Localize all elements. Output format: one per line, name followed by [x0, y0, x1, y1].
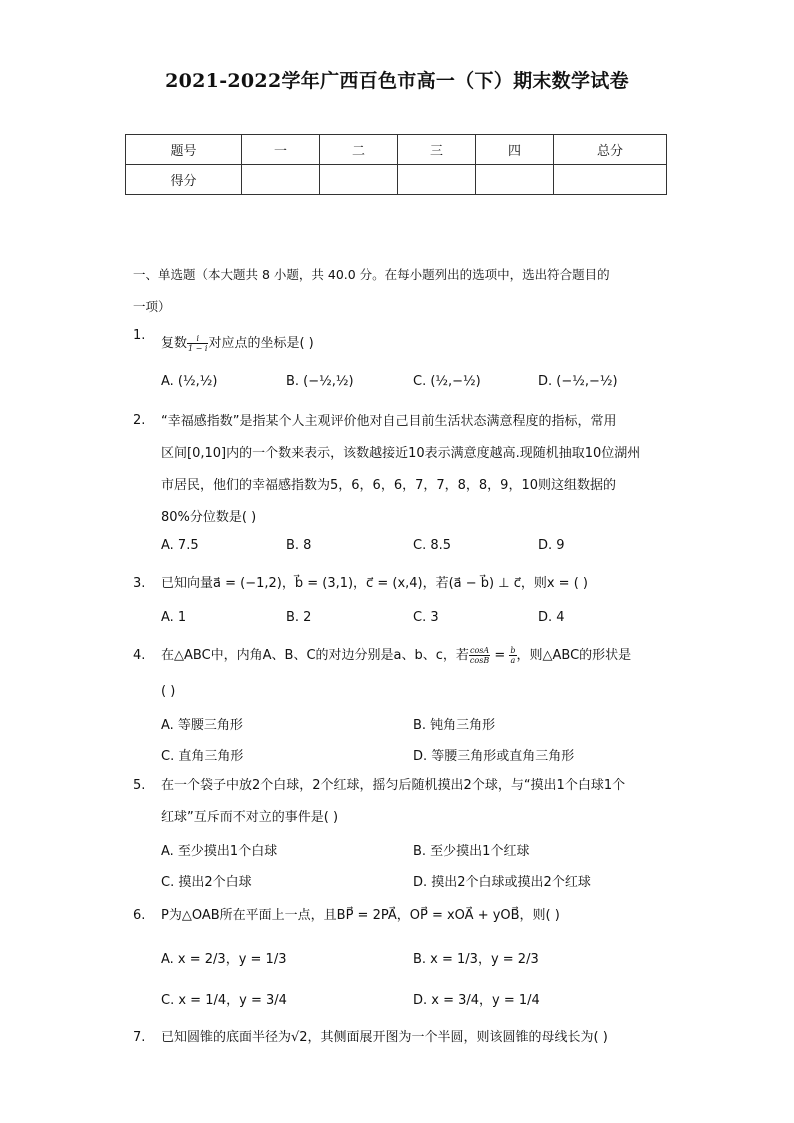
option-a: A. 1: [161, 610, 187, 625]
stem-line: ( ): [161, 684, 176, 699]
question-number: 4.: [133, 648, 146, 663]
options: [161, 374, 671, 394]
option-c: C. 直角三角形: [161, 749, 244, 764]
section-heading-line1: 一、单选题（本大题共 8 小题，共 40.0 分。在每小题列出的选项中，选出符合题目的: [133, 267, 610, 282]
options: [161, 745, 671, 765]
exam-title: 2021-2022学年广西百色市高一（下）期末数学试卷: [165, 70, 629, 92]
score-cell: [476, 165, 554, 195]
option-b: B. x = 1/3，y = 2/3: [413, 952, 539, 967]
question-stem: [161, 406, 671, 534]
stem-text: 复数: [161, 336, 188, 351]
question-number: 7.: [133, 1030, 146, 1045]
option-a: A. 等腰三角形: [161, 718, 243, 733]
question-number: 5.: [133, 778, 146, 793]
header-cell-4: 四: [476, 135, 554, 165]
stem-text: ，则△ABC的形状是: [516, 648, 632, 663]
fraction: [509, 646, 516, 665]
option-d: D. 摸出2个白球或摸出2个红球: [413, 875, 591, 890]
question-number: 6.: [133, 908, 146, 923]
option-b: B. 钝角三角形: [413, 718, 496, 733]
fraction: [187, 334, 208, 353]
option-c: C. (½,−½): [413, 374, 481, 389]
option-d: D. 等腰三角形或直角三角形: [413, 749, 575, 764]
stem-line: 80%分位数是( ): [161, 510, 257, 525]
option-b: B. 8: [286, 538, 312, 553]
fraction-denominator: a: [510, 656, 516, 665]
option-d: D. x = 3/4，y = 1/4: [413, 993, 540, 1008]
question-number: 2.: [133, 413, 146, 428]
option-a: A. (½,½): [161, 374, 218, 389]
options: [161, 840, 671, 860]
option-c: C. 摸出2个白球: [161, 875, 252, 890]
question-stem: P为△OAB所在平面上一点，且BP⃗ = 2PA⃗，OP⃗ = xOA⃗ + yOB⃗，则( ): [161, 908, 560, 923]
option-c: C. 3: [413, 610, 439, 625]
options: [161, 538, 671, 558]
header-cell-2: 二: [320, 135, 398, 165]
fraction: [469, 646, 490, 665]
options: [161, 610, 671, 630]
options: [161, 871, 671, 891]
question-stem: 已知向量a⃗ = (−1,2)，b⃗ = (3,1)，c⃗ = (x,4)，若(a⃗ − b⃗) ⊥ c⃗，则x = ( ): [161, 576, 588, 591]
fraction-denominator: cosB: [469, 656, 490, 665]
stem-line: 在一个袋子中放2个白球，2个红球，摇匀后随机摸出2个球，与“摸出1个白球1个: [161, 778, 626, 793]
option-a: A. 至少摸出1个白球: [161, 844, 278, 859]
fraction-numerator: i: [187, 334, 208, 344]
score-table-score-row: [126, 165, 667, 195]
question-stem: [161, 328, 671, 360]
stem-line: [161, 640, 671, 672]
score-table-header-row: [126, 135, 667, 165]
score-row-label: 得分: [126, 165, 242, 195]
stem-line: 区间[0,10]内的一个数来表示，该数越接近10表示满意度越高.现随机抽取10位湖州: [161, 446, 641, 461]
options: [161, 989, 671, 1009]
option-b: B. (−½,½): [286, 374, 354, 389]
question-stem: [161, 640, 671, 708]
stem-text: 在△ABC中，内角A、B、C的对边分别是a、b、c，若: [161, 648, 469, 663]
header-cell-3: 三: [398, 135, 476, 165]
score-cell: [398, 165, 476, 195]
question-number: 3.: [133, 576, 146, 591]
stem-line: 市居民，他们的幸福感指数为5，6，6，6，7，7，8，8，9，10则这组数据的: [161, 478, 616, 493]
option-b: B. 至少摸出1个红球: [413, 844, 530, 859]
stem-text: 对应点的坐标是( ): [208, 336, 314, 351]
option-d: D. 4: [538, 610, 565, 625]
option-c: C. x = 1/4，y = 3/4: [161, 993, 287, 1008]
option-a: A. 7.5: [161, 538, 199, 553]
stem-line: “幸福感指数”是指某个人主观评价他对自己目前生活状态满意程度的指标，常用: [161, 414, 617, 429]
section-heading: [133, 259, 673, 323]
fraction-denominator: 1 − i: [188, 344, 208, 353]
score-cell: [242, 165, 320, 195]
header-cell-1: 一: [242, 135, 320, 165]
section-heading-line2: 一项）: [133, 299, 171, 314]
options: [161, 948, 671, 968]
score-table: [125, 134, 667, 195]
header-cell-total: 总分: [554, 135, 667, 165]
option-a: A. x = 2/3，y = 1/3: [161, 952, 287, 967]
fraction-numerator: b: [510, 646, 516, 655]
score-cell: [554, 165, 667, 195]
header-cell-label: 题号: [126, 135, 242, 165]
option-c: C. 8.5: [413, 538, 452, 553]
stem-line: 红球”互斥而不对立的事件是( ): [161, 810, 339, 825]
score-cell: [320, 165, 398, 195]
options: [161, 714, 671, 734]
option-d: D. (−½,−½): [538, 374, 618, 389]
equals-sign: =: [490, 648, 510, 663]
option-b: B. 2: [286, 610, 312, 625]
question-stem: 已知圆锥的底面半径为√2，其侧面展开图为一个半圆，则该圆锥的母线长为( ): [161, 1030, 608, 1045]
fraction-numerator: cosA: [469, 646, 490, 655]
option-d: D. 9: [538, 538, 565, 553]
question-stem: [161, 770, 671, 834]
question-number: 1.: [133, 328, 146, 343]
